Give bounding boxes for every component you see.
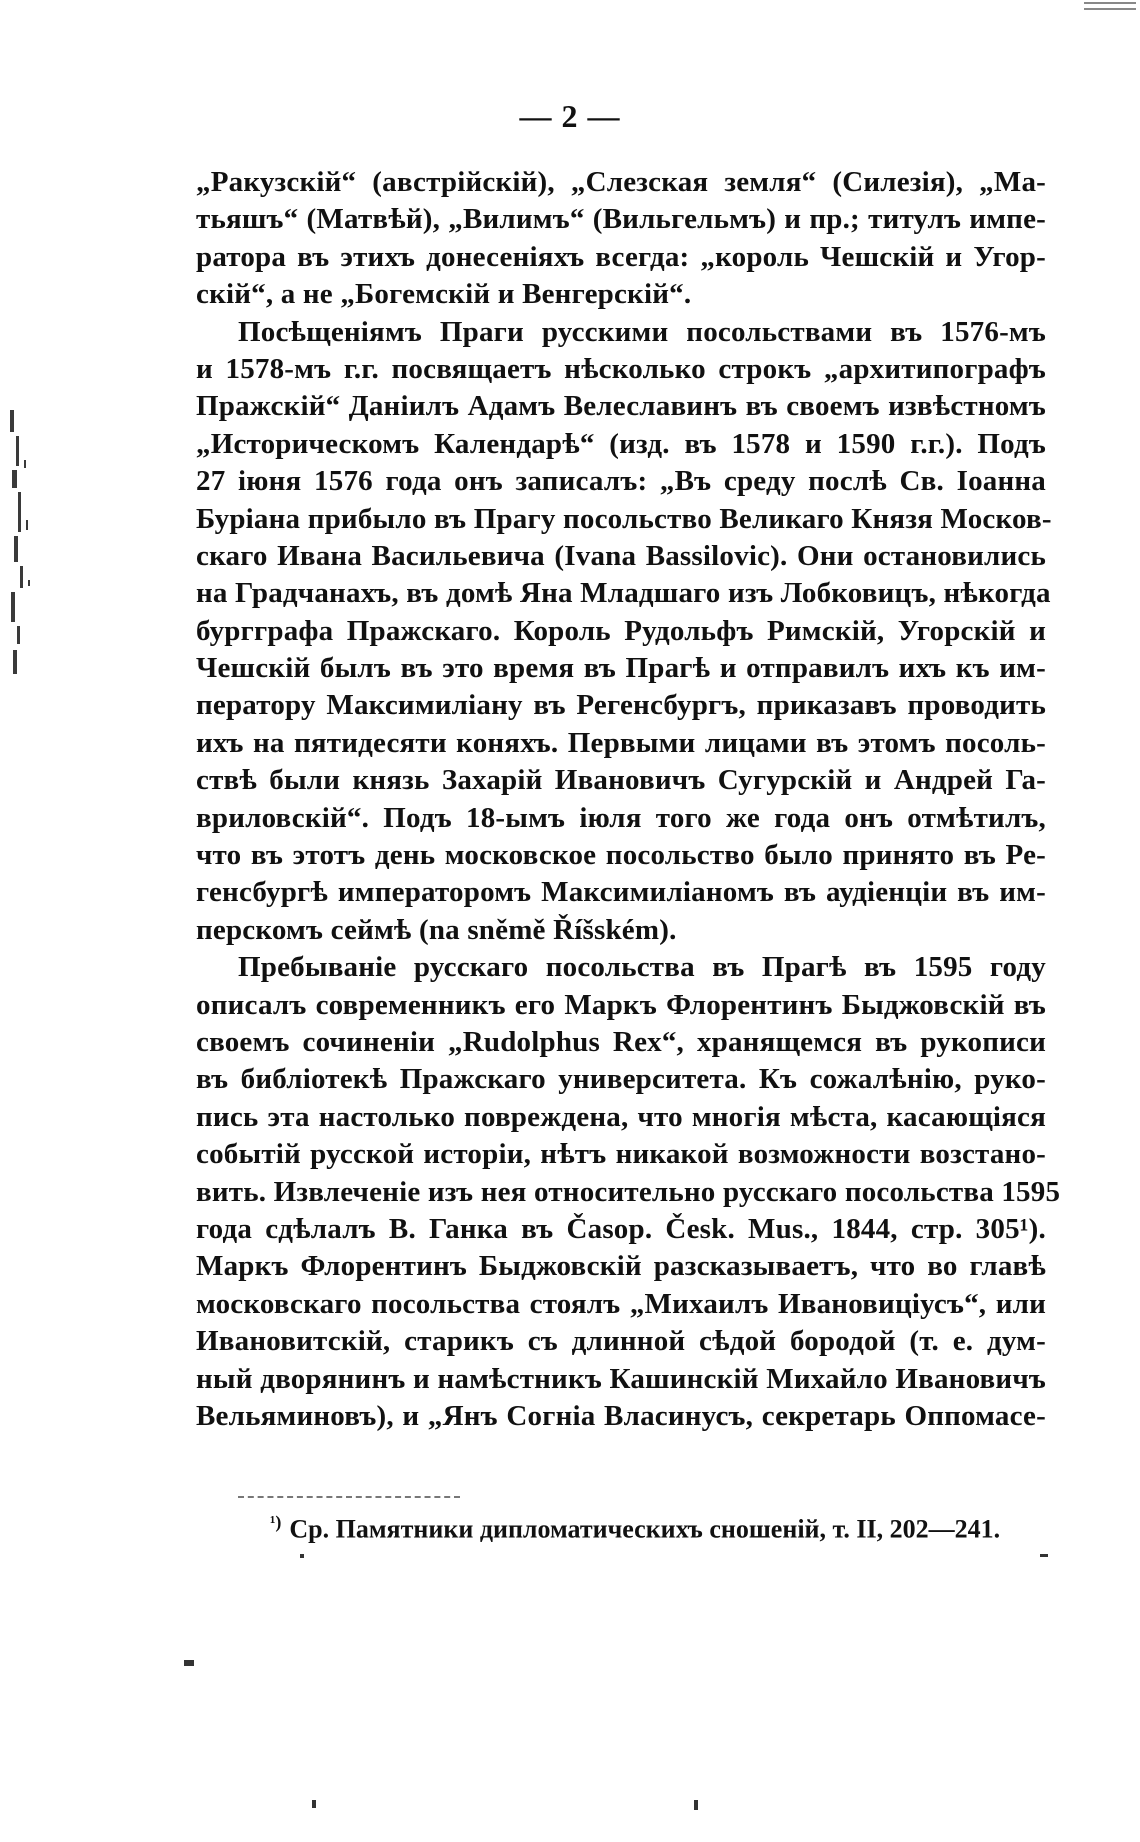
- body-text: [196, 164, 1061, 1435]
- text-line: Чешскій былъ въ это время въ Прагѣ и отправилъ ихъ къ им-: [196, 652, 1046, 685]
- text-line: перскомъ сеймѣ (na sněmě Říšském).: [196, 913, 677, 946]
- footnote-text: Ср. Памятники дипломатическихъ сношеній, т. II, 202—241.: [289, 1514, 1001, 1544]
- page-number: — 2 —: [519, 98, 621, 134]
- text-line: ихъ на пятидесяти коняхъ. Первыми лицами въ этомъ посоль-: [196, 726, 1046, 759]
- footnote-divider: [238, 1496, 460, 1498]
- text-line: Ивановитскій, старикъ съ длинной сѣдой бородой (т. е. дум-: [196, 1325, 1046, 1358]
- text-line: что въ этотъ день московское посольство было принято въ Ре-: [196, 839, 1046, 872]
- text-line: „Историческомъ Календарѣ“ (изд. въ 1578 и 1590 г.г.). Подъ: [196, 427, 1046, 460]
- text-line: ствѣ были князь Захарій Ивановичъ Сугурскій и Андрей Га-: [196, 764, 1046, 797]
- scan-speck: [300, 1554, 304, 1558]
- text-line: описалъ современникъ его Маркъ Флорентинъ Быджовскій въ: [196, 988, 1046, 1021]
- scan-edge-mark: [1080, 0, 1140, 12]
- scan-speck: [184, 1660, 194, 1666]
- text-line: событій русской исторіи, нѣтъ никакой возможности возстано-: [196, 1138, 1046, 1171]
- text-line: Посѣщеніямъ Праги русскими посольствами въ 1576-мъ: [238, 315, 1046, 348]
- text-line: на Градчанахъ, въ домѣ Яна Младшаго изъ Лобковицъ, нѣкогда: [196, 577, 1051, 610]
- text-line: бургграфа Пражскаго. Король Рудольфъ Римскій, Угорскій и: [196, 614, 1046, 647]
- text-line: ратора въ этихъ донесеніяхъ всегда: „король Чешскій и Угор-: [196, 240, 1046, 273]
- text-line: Маркъ Флорентинъ Быджовскій разсказываетъ, что во главѣ: [196, 1250, 1046, 1283]
- text-line: Пребываніе русскаго посольства въ Прагѣ въ 1595 году: [238, 951, 1046, 984]
- text-line: московскаго посольства стоялъ „Михаилъ Ивановиціусъ“, или: [196, 1287, 1046, 1320]
- text-line: 27 іюня 1576 года онъ записалъ: „Въ среду послѣ Св. Іоанна: [196, 465, 1046, 498]
- text-line: Пражскій“ Даніилъ Адамъ Велеславинъ въ своемъ извѣстномъ: [196, 390, 1046, 423]
- text-line: Буріана прибыло въ Прагу посольство Великаго Князя Москов-: [196, 502, 1052, 535]
- text-line: ператору Максимиліану въ Регенсбургъ, приказавъ проводить: [196, 689, 1046, 722]
- text-line: въ библіотекѣ Пражскаго университета. Къ сожалѣнію, руко-: [196, 1063, 1046, 1096]
- text-line: пись эта настолько повреждена, что многія мѣста, касающіяся: [196, 1100, 1046, 1133]
- text-line: года сдѣлалъ В. Ганка въ Časop. Česk. Mus., 1844, стр. 305¹).: [196, 1212, 1046, 1245]
- text-line: генсбургѣ императоромъ Максимиліаномъ въ аудіенціи въ им-: [196, 876, 1046, 909]
- text-line: скаго Ивана Васильевича (Ivana Bassilovic). Они остановились: [196, 539, 1046, 572]
- scan-speck: [312, 1800, 316, 1808]
- text-line: тьяшъ“ (Матвѣй), „Вилимъ“ (Вильгельмъ) и пр.; титулъ импе-: [196, 203, 1046, 236]
- margin-scan-noise: [4, 400, 42, 700]
- text-line: вриловскій“. Подъ 18-ымъ іюля того же года онъ отмѣтилъ,: [196, 801, 1046, 834]
- text-line: „Ракузскій“ (австрійскій), „Слезская земля“ (Силезія), „Ма-: [196, 166, 1046, 198]
- text-line: ный дворянинъ и намѣстникъ Кашинскій Михайло Ивановичъ: [196, 1362, 1046, 1395]
- text-line: вить. Извлеченіе изъ нея относительно русскаго посольства 1595: [196, 1175, 1061, 1208]
- text-line: скій“, а не „Богемскій и Венгерскій“.: [196, 278, 692, 311]
- scan-speck: [694, 1800, 698, 1810]
- footnote: [270, 1504, 1060, 1548]
- text-line: Вельяминовъ), и „Янъ Согніа Власинусъ, секретарь Оппомасе-: [196, 1399, 1046, 1432]
- text-line: своемъ сочиненіи „Rudolphus Rex“, хранящемся въ рукописи: [196, 1025, 1046, 1058]
- scan-speck: [1040, 1554, 1048, 1557]
- footnote-marker: ¹): [270, 1512, 282, 1532]
- text-line: и 1578-мъ г.г. посвящаетъ нѣсколько строкъ „архитипографъ: [196, 352, 1046, 385]
